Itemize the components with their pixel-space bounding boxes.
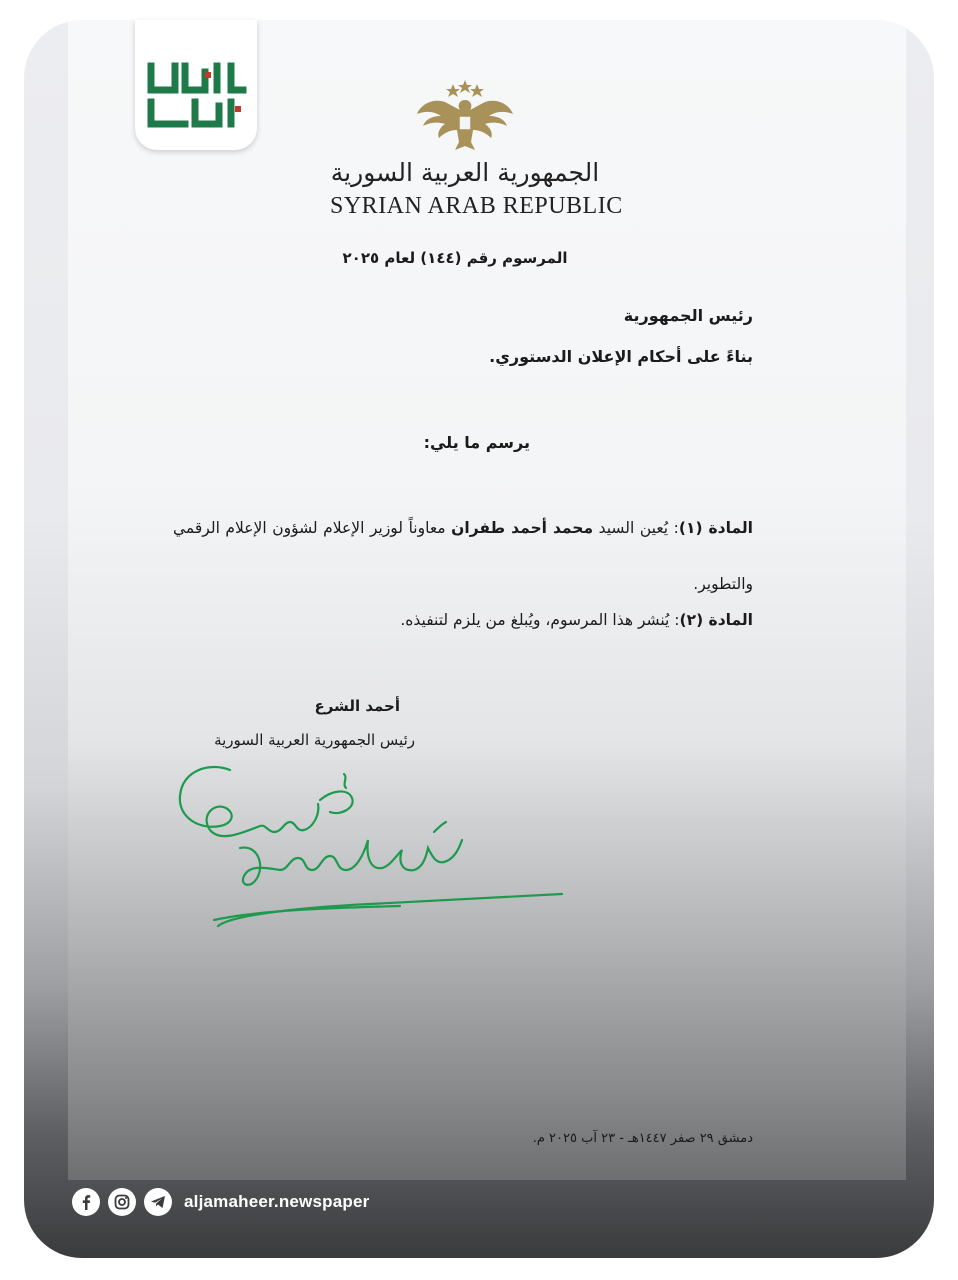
footer-handle[interactable]: aljamaheer.newspaper: [184, 1192, 370, 1211]
facebook-icon[interactable]: [72, 1188, 100, 1216]
decree-date: دمشق ٢٩ صفر ١٤٤٧هـ - ٢٣ آب ٢٠٢٥ م.: [532, 1131, 753, 1146]
decree-number: المرسوم رقم (١٤٤) لعام ٢٠٢٥: [342, 249, 568, 267]
footer-social-bar: [72, 1188, 369, 1216]
article-2-label: المادة (٢): [679, 611, 753, 629]
signer-title: رئيس الجمهورية العربية السورية: [214, 731, 415, 749]
decree-heading: يرسم ما يلي:: [423, 433, 530, 452]
article-1-label: المادة (١): [678, 519, 753, 537]
letterhead-country-ar: الجمهورية العربية السورية: [330, 158, 600, 187]
article-2: [400, 611, 753, 629]
signer-name: أحمد الشرع: [314, 697, 400, 715]
eagle-emblem: [415, 80, 515, 152]
article-1-post: معاوناً لوزير الإعلام لشؤون الإعلام الرقمي والتطوير.: [173, 519, 753, 593]
aljamaheer-logo-mark: [145, 60, 249, 132]
telegram-icon[interactable]: [144, 1188, 172, 1216]
signature-image: [170, 760, 570, 935]
article-1-pre: : يُعين السيد: [593, 519, 679, 537]
aljamaheer-logo[interactable]: [135, 20, 257, 150]
decree-preamble: بناءً على أحكام الإعلان الدستوري.: [489, 347, 753, 366]
appointee-name: محمد أحمد طفران: [451, 519, 594, 537]
decree-issuer: رئيس الجمهورية: [623, 306, 753, 325]
article-2-text: : يُنشر هذا المرسوم، ويُبلغ من يلزم لتنفيذه.: [400, 611, 680, 629]
letterhead-country-en: SYRIAN ARAB REPUBLIC: [330, 193, 623, 219]
article-1: [173, 500, 753, 612]
instagram-icon[interactable]: [108, 1188, 136, 1216]
